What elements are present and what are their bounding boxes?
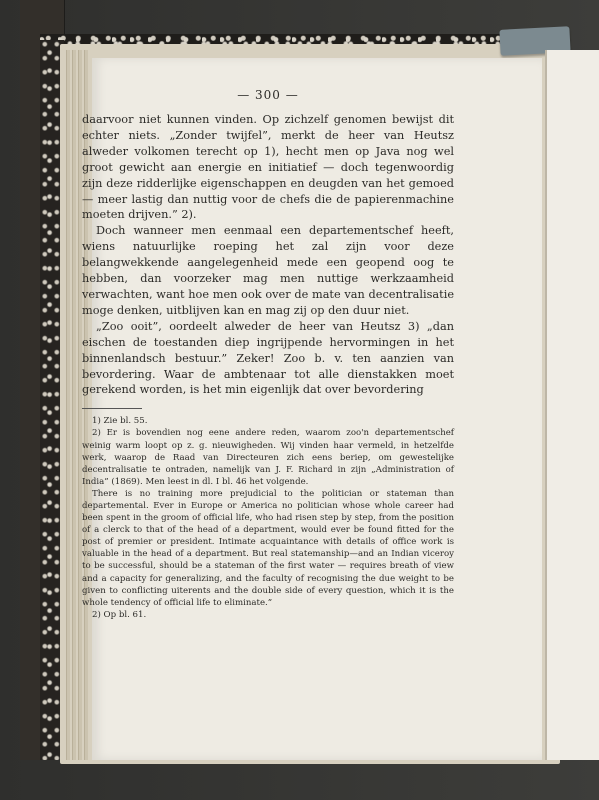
footnote: 2) Op bl. 61. [92, 609, 147, 620]
paragraph: „Zoo ooit”, oordeelt alweder de heer van Heutsz 3) „dan eischen de toestanden diep ingrijpende hervormingen in het binnenlandsch bestuur.” Zeker! Zoo b. v. ten aanzien van bevordering. Waar de ambtenaar tot alle dienstakken moet gerekend worden, is het min eigenlijk dat over bevordering [82, 319, 454, 397]
footnotes [82, 415, 454, 621]
page-number: — 300 — [237, 88, 299, 102]
footnote: 1) Zie bl. 55. [92, 416, 148, 427]
footnote-quote: There is no training more prejudicial to the politician or stateman than departemental. Ever in Europe or America no politician whose whole career had been spent in the groom of official life, who had risen step by step, from the position of a clerck to that of the head of a department, would ever be found fitted for the post of premier or president. Intimate acquaintance with details of office work is valuable in the head of a department. But real statemanship—and an Indian viceroy to be successful, should be a stateman of the first water — requires breath of view and a capacity for generalizing, and the faculty of recognising the due weight to be given to conflicting uiterents and the double side of every question, which it is the whole tendency of official life to eliminate.” [82, 488, 454, 608]
paragraph: daarvoor niet kunnen vinden. Op zichzelf genomen bewijst dit echter niets. „Zonder twijfel”, merkt de heer van Heutsz alweder volkomen terecht op 1), hecht men op Java nog wel groot gewicht aan energie en initiatief — doch tegenwoordig zijn deze ridderlijke eigenschappen en deugden van het gemoed — meer lastig dan nuttig voor de chefs die de papierenmachine moeten drijven.” 2). [82, 113, 454, 222]
body-text [82, 112, 454, 398]
page-edge [66, 50, 70, 760]
footnote: 2) Er is bovendien nog eene andere reden, waarom zoo'n departementschef weinig warm loopt op z. g. nieuwigheden. Wij vinden haar vermeld, in hetzelfde werk, waarop de Raad van Directeuren zich eens beriep, om gewestelijke decentralisatie te ontraden, namelijk van J. F. Richard in zijn „Administration of India” (1869). Men leest in dl. I bl. 46 het volgende. [82, 428, 454, 487]
facing-page [545, 50, 599, 760]
footnote-divider [82, 408, 142, 409]
page-content [82, 88, 454, 621]
paragraph: Doch wanneer men eenmaal een departementschef heeft, wiens natuurlijke roeping het zal zijn voor deze belangwekkende aangelegenheid mede een geopend oog te hebben, dan voorzeker mag men nuttige werkzaamheid verwachten, want hoe men ook over de mate van decentralisatie moge denken, uitblijven kan en mag zij op den duur niet. [82, 224, 454, 317]
page-edge [72, 50, 76, 760]
